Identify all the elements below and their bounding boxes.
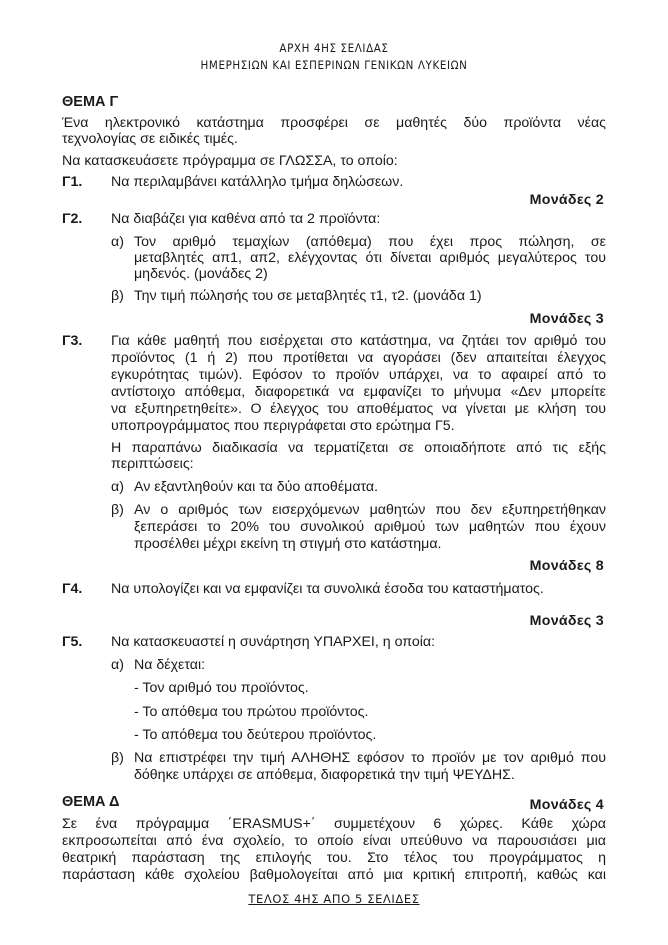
g5-a-item: - Το απόθεμα του πρώτου προϊόντος.	[134, 704, 369, 720]
question-label-g4: Γ4.	[62, 581, 83, 597]
marks-g1: Μονάδες 2	[529, 192, 604, 208]
theme-d-line: Σε ένα πρόγραμμα ΄ERASMUS+΄ συμμετέχουν 6 χώρες. Κάθε χώρα	[62, 816, 606, 832]
g3-termination-line: Η παραπάνω διαδικασία να τερματίζεται σε οποιαδήποτε από τις εξής	[111, 440, 606, 456]
marks-g2: Μονάδες 3	[529, 311, 604, 327]
g3-line: εγκυρότητας τιμών). Εφόσον το προϊόν υπάρχει, να το αφαιρεί από το	[111, 367, 606, 383]
g3-line: Για κάθε μαθητή που εισέρχεται στο κατάστημα, να ζητάει τον αριθμό του	[111, 333, 606, 349]
g5-a-item: - Το απόθεμα του δεύτερου προϊόντος.	[134, 727, 377, 743]
theme-c-title: ΘΕΜΑ Γ	[62, 94, 119, 110]
question-label-g1: Γ1.	[62, 174, 83, 190]
subitem-label: β)	[111, 288, 124, 304]
theme-c-intro-line: Ένα ηλεκτρονικό κατάστημα προσφέρει σε μαθητές δύο προϊόντα νέας	[62, 115, 606, 131]
question-g5-text: Να κατασκευαστεί η συνάρτηση ΥΠΑΡΧΕΙ, η οποία:	[111, 634, 436, 650]
marks-g3: Μονάδες 8	[529, 558, 604, 574]
g3-line: αντίστοιχο απόθεμα, διαφορετικά να εμφανίζει το μήνυμα «Δεν μπορείτε	[111, 384, 606, 400]
theme-d-line: θεατρική παράσταση της επιλογής του. Στο τέλος του προγράμματος η	[62, 850, 606, 866]
page-header-line-1: ΑΡΧΗ 4ΗΣ ΣΕΛΙΔΑΣ	[279, 41, 389, 55]
g3-line: προϊόντος (1 ή 2) που προτίθεται να αγοράσει (δεν απαιτείται έλεγχος	[111, 350, 606, 366]
marks-g4: Μονάδες 3	[529, 613, 604, 629]
page-footer: ΤΕΛΟΣ 4ΗΣ ΑΠΟ 5 ΣΕΛΙΔΕΣ	[248, 892, 420, 906]
g3-line: να εξυπηρετηθείτε». Ο έλεγχος του αποθέματος να γίνεται με κλήση του	[111, 401, 606, 417]
question-g1-text: Να περιλαμβάνει κατάλληλο τμήμα δηλώσεων.	[111, 174, 404, 190]
page-header-line-2: ΗΜΕΡΗΣΙΩΝ ΚΑΙ ΕΣΠΕΡΙΝΩΝ ΓΕΝΙΚΩΝ ΛΥΚΕΙΩΝ	[200, 58, 468, 72]
subitem-label: α)	[111, 479, 124, 495]
g5-a-item: - Τον αριθμό του προϊόντος.	[134, 680, 309, 696]
g3-line: υποπρογράμματος που περιγράφεται στο ερώτημα Γ5.	[111, 418, 455, 434]
g5-a-text: Να δέχεται:	[134, 657, 206, 673]
question-label-g5: Γ5.	[62, 634, 83, 650]
theme-d-title: ΘΕΜΑ Δ	[62, 794, 120, 810]
g2-b-text: Την τιμή πώλησής του σε μεταβλητές τ1, τ2. (μονάδα 1)	[134, 288, 482, 304]
theme-d-line: εκπροσωπείται από ένα σχολείο, το οποίο είναι υπεύθυνο να παρουσιάσει μια	[62, 833, 606, 849]
theme-c-task: Να κατασκευάσετε πρόγραμμα σε ΓΛΩΣΣΑ, το οποίο:	[62, 153, 398, 169]
g3-b-line: Αν ο αριθμός των εισερχόμενων μαθητών που δεν εξυπηρετήθηκαν	[134, 502, 606, 518]
question-label-g3: Γ3.	[62, 333, 83, 349]
question-label-g2: Γ2.	[62, 211, 83, 227]
g3-termination-line: περιπτώσεις:	[111, 456, 194, 472]
subitem-label: α)	[111, 657, 124, 673]
question-g2-text: Να διαβάζει για καθένα από τα 2 προϊόντα:	[111, 211, 381, 227]
theme-d-line: παράσταση κάθε σχολείου βαθμολογείται από μια κριτική επιτροπή, καθώς και	[62, 867, 606, 883]
g5-b-line: δόθηκε υπάρχει σε απόθεμα, διαφορετικά την τιμή ΨΕΥΔΗΣ.	[134, 767, 515, 783]
g2-a-line: μηδενός. (μονάδες 2)	[134, 266, 268, 282]
g3-a-text: Αν εξαντληθούν και τα δύο αποθέματα.	[134, 479, 379, 495]
g2-a-line: Τον αριθμό τεμαχίων (απόθεμα) που έχει προς πώληση, σε	[134, 234, 606, 250]
marks-g5: Μονάδες 4	[529, 797, 604, 813]
g2-a-line: μεταβλητές απ1, απ2, ελέγχοντας ότι δίνεται αριθμός μεγαλύτερος του	[134, 250, 606, 266]
g5-b-line: Να επιστρέφει την τιμή ΑΛΗΘΗΣ εφόσον το προϊόν με τον αριθμό που	[134, 750, 606, 766]
g3-b-line: προσέλθει μέχρι εκείνη τη στιγμή στο κατάστημα.	[134, 536, 442, 552]
question-g4-text: Να υπολογίζει και να εμφανίζει τα συνολικά έσοδα του καταστήματος.	[111, 581, 544, 597]
theme-c-intro-line: τεχνολογίας σε ειδικές τιμές.	[62, 131, 238, 147]
subitem-label: α)	[111, 234, 124, 250]
g3-b-line: ξεπεράσει το 20% του συνολικού αριθμού των μαθητών που έχουν	[134, 519, 606, 535]
subitem-label: β)	[111, 502, 124, 518]
subitem-label: β)	[111, 750, 124, 766]
